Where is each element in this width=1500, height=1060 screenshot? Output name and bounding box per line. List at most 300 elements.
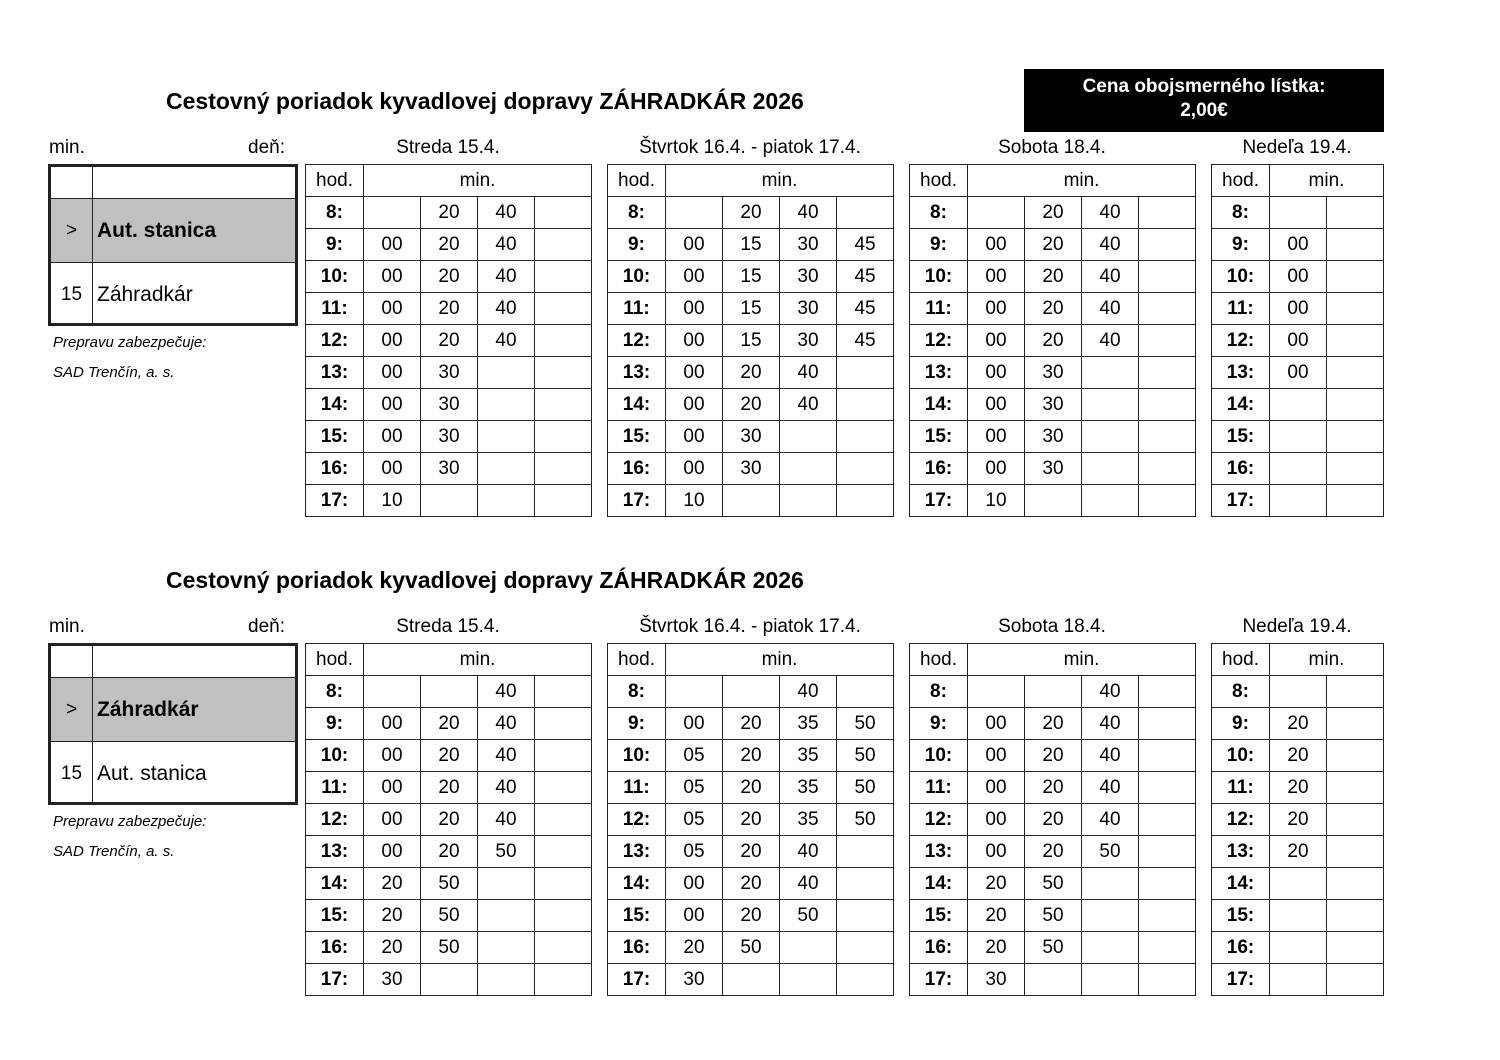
- minute-cell: 20: [968, 900, 1025, 932]
- day-timetable: [607, 164, 894, 517]
- minute-cell: 40: [478, 804, 535, 836]
- route-stop: Záhradkár: [97, 282, 193, 306]
- minute-cell: 30: [968, 964, 1025, 996]
- minute-cell: [1082, 389, 1139, 421]
- minute-cell: 40: [1082, 325, 1139, 357]
- hour-header: hod.: [608, 644, 666, 676]
- table-row: [608, 708, 894, 740]
- min-label: min.: [49, 616, 85, 637]
- minute-cell: [421, 964, 478, 996]
- minute-cell: 20: [666, 932, 723, 964]
- table-row: [608, 325, 894, 357]
- minute-cell: 40: [478, 772, 535, 804]
- table-row: [910, 229, 1196, 261]
- table-row: [306, 868, 592, 900]
- minute-cell: [535, 740, 592, 772]
- table-row: [910, 357, 1196, 389]
- minute-cell: [478, 900, 535, 932]
- table-row: [1212, 964, 1384, 996]
- table-row: [608, 357, 894, 389]
- hour-cell: 10:: [306, 740, 364, 772]
- minute-cell: 35: [780, 708, 837, 740]
- minute-cell: [837, 868, 894, 900]
- hour-cell: 8:: [1212, 197, 1270, 229]
- minute-cell: [1327, 197, 1384, 229]
- table-row: [608, 836, 894, 868]
- minute-cell: 50: [837, 772, 894, 804]
- table-row: [1212, 229, 1384, 261]
- hour-cell: 11:: [608, 293, 666, 325]
- minute-cell: 00: [666, 229, 723, 261]
- hour-cell: 17:: [910, 485, 968, 517]
- minute-cell: 20: [1025, 197, 1082, 229]
- day-timetable: [909, 164, 1196, 517]
- minute-cell: [723, 485, 780, 517]
- hour-cell: 15:: [910, 421, 968, 453]
- minute-cell: [478, 964, 535, 996]
- table-row: [608, 229, 894, 261]
- table-row: [1212, 453, 1384, 485]
- table-row: [306, 804, 592, 836]
- minute-cell: 50: [780, 900, 837, 932]
- minute-cell: [1270, 900, 1327, 932]
- day-timetable: [607, 643, 894, 996]
- minute-cell: [478, 453, 535, 485]
- minute-cell: [535, 261, 592, 293]
- minute-cell: [364, 197, 421, 229]
- minute-cell: [1270, 964, 1327, 996]
- hour-cell: 17:: [608, 964, 666, 996]
- minute-cell: 00: [364, 293, 421, 325]
- hour-cell: 8:: [608, 676, 666, 708]
- minute-cell: [535, 421, 592, 453]
- hour-header: hod.: [910, 644, 968, 676]
- minute-cell: [837, 932, 894, 964]
- hour-cell: 12:: [608, 804, 666, 836]
- minute-cell: 00: [968, 261, 1025, 293]
- minute-cell: 00: [364, 708, 421, 740]
- table-header-row: [910, 165, 1196, 197]
- minute-cell: 40: [1082, 772, 1139, 804]
- minute-cell: 05: [666, 772, 723, 804]
- minute-cell: 20: [1025, 836, 1082, 868]
- hour-cell: 17:: [1212, 964, 1270, 996]
- hour-cell: 10:: [608, 740, 666, 772]
- minute-cell: 20: [1270, 740, 1327, 772]
- minute-cell: [1327, 932, 1384, 964]
- minute-cell: [364, 676, 421, 708]
- minute-cell: [478, 421, 535, 453]
- hour-header: hod.: [306, 644, 364, 676]
- minute-cell: [1082, 932, 1139, 964]
- minute-cell: 50: [1082, 836, 1139, 868]
- minute-cell: [1327, 740, 1384, 772]
- minute-cell: [1327, 485, 1384, 517]
- minute-cell: [535, 708, 592, 740]
- minute-cell: 20: [723, 900, 780, 932]
- minute-cell: [1082, 453, 1139, 485]
- hour-cell: 17:: [306, 485, 364, 517]
- ticket-price-value: 2,00€: [1180, 100, 1228, 121]
- hour-cell: 16:: [1212, 932, 1270, 964]
- day-timetable: [1211, 164, 1384, 517]
- minute-cell: [1270, 868, 1327, 900]
- hour-cell: 10:: [608, 261, 666, 293]
- minute-cell: [535, 836, 592, 868]
- minute-cell: 30: [364, 964, 421, 996]
- minute-cell: 30: [421, 453, 478, 485]
- minute-cell: 20: [968, 868, 1025, 900]
- minute-cell: 00: [666, 900, 723, 932]
- hour-cell: 13:: [608, 357, 666, 389]
- hour-cell: 14:: [910, 389, 968, 421]
- minute-cell: 20: [723, 804, 780, 836]
- minute-cell: [1139, 261, 1196, 293]
- minute-cell: [1139, 293, 1196, 325]
- minute-cell: [666, 676, 723, 708]
- minute-cell: 20: [1025, 261, 1082, 293]
- route-row: [51, 678, 295, 742]
- hour-header: hod.: [306, 165, 364, 197]
- minute-cell: [1270, 197, 1327, 229]
- route-row: [51, 646, 295, 678]
- hour-cell: 9:: [608, 708, 666, 740]
- minute-cell: [535, 676, 592, 708]
- minute-cell: 40: [780, 357, 837, 389]
- minute-cell: 40: [478, 261, 535, 293]
- minute-cell: 40: [1082, 676, 1139, 708]
- minute-cell: 30: [421, 389, 478, 421]
- minute-cell: 20: [1025, 229, 1082, 261]
- minute-cell: 00: [666, 868, 723, 900]
- minute-cell: [837, 453, 894, 485]
- hour-cell: 9:: [1212, 229, 1270, 261]
- minute-cell: 00: [364, 421, 421, 453]
- minute-cell: [535, 900, 592, 932]
- table-row: [306, 740, 592, 772]
- hour-cell: 17:: [1212, 485, 1270, 517]
- minutes-header: min.: [968, 644, 1196, 676]
- minute-cell: [1139, 932, 1196, 964]
- hour-cell: 10:: [306, 261, 364, 293]
- table-row: [1212, 421, 1384, 453]
- hour-cell: 15:: [608, 900, 666, 932]
- hour-cell: 8:: [910, 676, 968, 708]
- table-row: [1212, 485, 1384, 517]
- minute-cell: 00: [968, 740, 1025, 772]
- route-stop: [93, 646, 295, 677]
- minute-cell: 20: [1025, 708, 1082, 740]
- minute-cell: [1327, 389, 1384, 421]
- minute-cell: 20: [1025, 293, 1082, 325]
- minute-cell: 00: [968, 389, 1025, 421]
- minute-cell: 20: [1025, 740, 1082, 772]
- minute-cell: 20: [1025, 804, 1082, 836]
- hour-header: hod.: [1212, 165, 1270, 197]
- table-row: [306, 772, 592, 804]
- table-row: [306, 389, 592, 421]
- route-minutes: >: [51, 199, 93, 262]
- hour-cell: 16:: [910, 453, 968, 485]
- table-row: [910, 453, 1196, 485]
- minute-cell: 00: [968, 229, 1025, 261]
- minute-cell: 00: [666, 325, 723, 357]
- minute-cell: 40: [1082, 804, 1139, 836]
- table-row: [1212, 772, 1384, 804]
- minute-cell: [837, 676, 894, 708]
- route-box: [48, 164, 298, 326]
- minute-cell: [535, 804, 592, 836]
- table-row: [1212, 197, 1384, 229]
- hour-cell: 9:: [306, 229, 364, 261]
- table-row: [306, 676, 592, 708]
- minute-cell: 20: [421, 836, 478, 868]
- minute-cell: 15: [723, 293, 780, 325]
- minute-cell: 20: [1270, 836, 1327, 868]
- table-row: [608, 868, 894, 900]
- minute-cell: [1025, 964, 1082, 996]
- minute-cell: [1327, 964, 1384, 996]
- table-row: [608, 932, 894, 964]
- timetable-title: Cestovný poriadok kyvadlovej dopravy ZÁHRADKÁR 2026: [166, 88, 804, 114]
- minute-cell: [1327, 804, 1384, 836]
- minute-cell: 00: [968, 836, 1025, 868]
- hour-header: hod.: [608, 165, 666, 197]
- minute-cell: 20: [1025, 772, 1082, 804]
- minute-cell: 15: [723, 261, 780, 293]
- hour-cell: 13:: [306, 357, 364, 389]
- minute-cell: 00: [364, 804, 421, 836]
- hour-cell: 14:: [1212, 868, 1270, 900]
- minute-cell: 20: [421, 293, 478, 325]
- minute-cell: [1270, 485, 1327, 517]
- minute-cell: 00: [364, 740, 421, 772]
- table-row: [1212, 804, 1384, 836]
- hour-cell: 9:: [910, 229, 968, 261]
- minute-cell: 50: [1025, 932, 1082, 964]
- route-box: [48, 643, 298, 805]
- minute-cell: [1270, 932, 1327, 964]
- ticket-price-label: Cena obojsmerného lístka:: [1082, 76, 1326, 97]
- table-row: [608, 293, 894, 325]
- minute-cell: 00: [968, 357, 1025, 389]
- table-row: [910, 708, 1196, 740]
- table-row: [1212, 932, 1384, 964]
- minute-cell: [1327, 453, 1384, 485]
- minute-cell: [1139, 357, 1196, 389]
- table-row: [306, 229, 592, 261]
- table-row: [306, 932, 592, 964]
- minute-cell: [535, 485, 592, 517]
- hour-cell: 15:: [608, 421, 666, 453]
- hour-cell: 12:: [608, 325, 666, 357]
- hour-cell: 13:: [1212, 836, 1270, 868]
- hour-cell: 9:: [306, 708, 364, 740]
- minute-cell: [1327, 261, 1384, 293]
- hour-cell: 15:: [910, 900, 968, 932]
- table-row: [910, 964, 1196, 996]
- hour-cell: 8:: [306, 676, 364, 708]
- table-row: [1212, 740, 1384, 772]
- day-label: deň:: [248, 616, 285, 637]
- table-row: [1212, 868, 1384, 900]
- minute-cell: [535, 325, 592, 357]
- route-stop: Aut. stanica: [97, 761, 207, 785]
- minute-cell: 20: [968, 932, 1025, 964]
- table-row: [910, 772, 1196, 804]
- minutes-header: min.: [364, 644, 592, 676]
- operator-name: SAD Trenčín, a. s.: [53, 364, 175, 381]
- minute-cell: 05: [666, 836, 723, 868]
- minute-cell: 00: [968, 708, 1025, 740]
- minute-cell: 30: [421, 357, 478, 389]
- minute-cell: 35: [780, 772, 837, 804]
- route-minutes: [51, 167, 93, 198]
- hour-cell: 15:: [306, 900, 364, 932]
- table-header-row: [1212, 165, 1384, 197]
- minute-cell: 10: [666, 485, 723, 517]
- hour-cell: 8:: [306, 197, 364, 229]
- table-row: [1212, 261, 1384, 293]
- minute-cell: 05: [666, 740, 723, 772]
- minute-cell: 00: [1270, 325, 1327, 357]
- minute-cell: [1270, 389, 1327, 421]
- table-row: [910, 485, 1196, 517]
- table-row: [1212, 676, 1384, 708]
- minute-cell: [1139, 325, 1196, 357]
- minute-cell: 20: [364, 932, 421, 964]
- minute-cell: [421, 676, 478, 708]
- minute-cell: [535, 293, 592, 325]
- hour-cell: 12:: [1212, 325, 1270, 357]
- hour-cell: 17:: [910, 964, 968, 996]
- table-row: [608, 964, 894, 996]
- minute-cell: 50: [421, 932, 478, 964]
- timetable-title: Cestovný poriadok kyvadlovej dopravy ZÁHRADKÁR 2026: [166, 567, 804, 593]
- minute-cell: [1139, 485, 1196, 517]
- hour-cell: 14:: [910, 868, 968, 900]
- route-minutes: 15: [51, 742, 93, 805]
- minute-cell: 10: [364, 485, 421, 517]
- table-row: [1212, 708, 1384, 740]
- table-row: [910, 261, 1196, 293]
- table-row: [608, 261, 894, 293]
- table-row: [910, 868, 1196, 900]
- minute-cell: 40: [780, 836, 837, 868]
- minute-cell: [1327, 772, 1384, 804]
- table-row: [306, 836, 592, 868]
- route-row: [51, 167, 295, 199]
- minute-cell: [968, 676, 1025, 708]
- minute-cell: 30: [780, 293, 837, 325]
- minute-cell: [1082, 868, 1139, 900]
- table-row: [910, 676, 1196, 708]
- minute-cell: 20: [421, 708, 478, 740]
- table-row: [608, 676, 894, 708]
- minute-cell: 00: [1270, 261, 1327, 293]
- table-row: [1212, 900, 1384, 932]
- minute-cell: [535, 772, 592, 804]
- hour-cell: 9:: [608, 229, 666, 261]
- hour-header: hod.: [1212, 644, 1270, 676]
- minute-cell: [837, 421, 894, 453]
- minute-cell: 20: [723, 708, 780, 740]
- minute-cell: [837, 357, 894, 389]
- minute-cell: [723, 676, 780, 708]
- table-row: [910, 740, 1196, 772]
- minute-cell: [1327, 708, 1384, 740]
- route-stop: Záhradkár: [97, 697, 199, 721]
- hour-cell: 10:: [910, 740, 968, 772]
- day-header: Štvrtok 16.4. - piatok 17.4.: [639, 616, 861, 637]
- minutes-header: min.: [364, 165, 592, 197]
- minute-cell: 50: [1025, 868, 1082, 900]
- minute-cell: [1139, 900, 1196, 932]
- minute-cell: 40: [1082, 261, 1139, 293]
- table-row: [910, 293, 1196, 325]
- hour-cell: 12:: [1212, 804, 1270, 836]
- minute-cell: 20: [421, 772, 478, 804]
- minute-cell: [1139, 676, 1196, 708]
- hour-cell: 16:: [306, 932, 364, 964]
- minute-cell: 40: [780, 197, 837, 229]
- minute-cell: 40: [478, 708, 535, 740]
- table-row: [1212, 389, 1384, 421]
- minute-cell: [1139, 708, 1196, 740]
- minute-cell: [1270, 453, 1327, 485]
- minute-cell: 50: [478, 836, 535, 868]
- minute-cell: 45: [837, 293, 894, 325]
- minute-cell: 20: [723, 197, 780, 229]
- minute-cell: 45: [837, 261, 894, 293]
- minute-cell: [837, 389, 894, 421]
- minute-cell: 00: [1270, 357, 1327, 389]
- table-row: [306, 357, 592, 389]
- minute-cell: [1139, 964, 1196, 996]
- minutes-header: min.: [1270, 165, 1384, 197]
- hour-cell: 13:: [910, 836, 968, 868]
- minute-cell: [837, 485, 894, 517]
- minute-cell: 40: [1082, 229, 1139, 261]
- minute-cell: [1139, 868, 1196, 900]
- minute-cell: 20: [723, 357, 780, 389]
- minute-cell: [535, 932, 592, 964]
- minute-cell: 00: [1270, 293, 1327, 325]
- hour-cell: 10:: [910, 261, 968, 293]
- minute-cell: [1082, 964, 1139, 996]
- minute-cell: 00: [364, 357, 421, 389]
- hour-cell: 8:: [608, 197, 666, 229]
- minute-cell: 00: [666, 389, 723, 421]
- hour-cell: 11:: [608, 772, 666, 804]
- minute-cell: 00: [364, 836, 421, 868]
- minute-cell: 30: [421, 421, 478, 453]
- table-row: [306, 964, 592, 996]
- minute-cell: [780, 453, 837, 485]
- table-row: [910, 389, 1196, 421]
- minute-cell: 20: [421, 325, 478, 357]
- minute-cell: [535, 453, 592, 485]
- operator-name: SAD Trenčín, a. s.: [53, 843, 175, 860]
- minute-cell: 50: [837, 740, 894, 772]
- minute-cell: [837, 900, 894, 932]
- minute-cell: 10: [968, 485, 1025, 517]
- minute-cell: 35: [780, 740, 837, 772]
- minute-cell: 00: [666, 708, 723, 740]
- table-row: [1212, 293, 1384, 325]
- minute-cell: 30: [780, 261, 837, 293]
- minute-cell: 20: [1270, 772, 1327, 804]
